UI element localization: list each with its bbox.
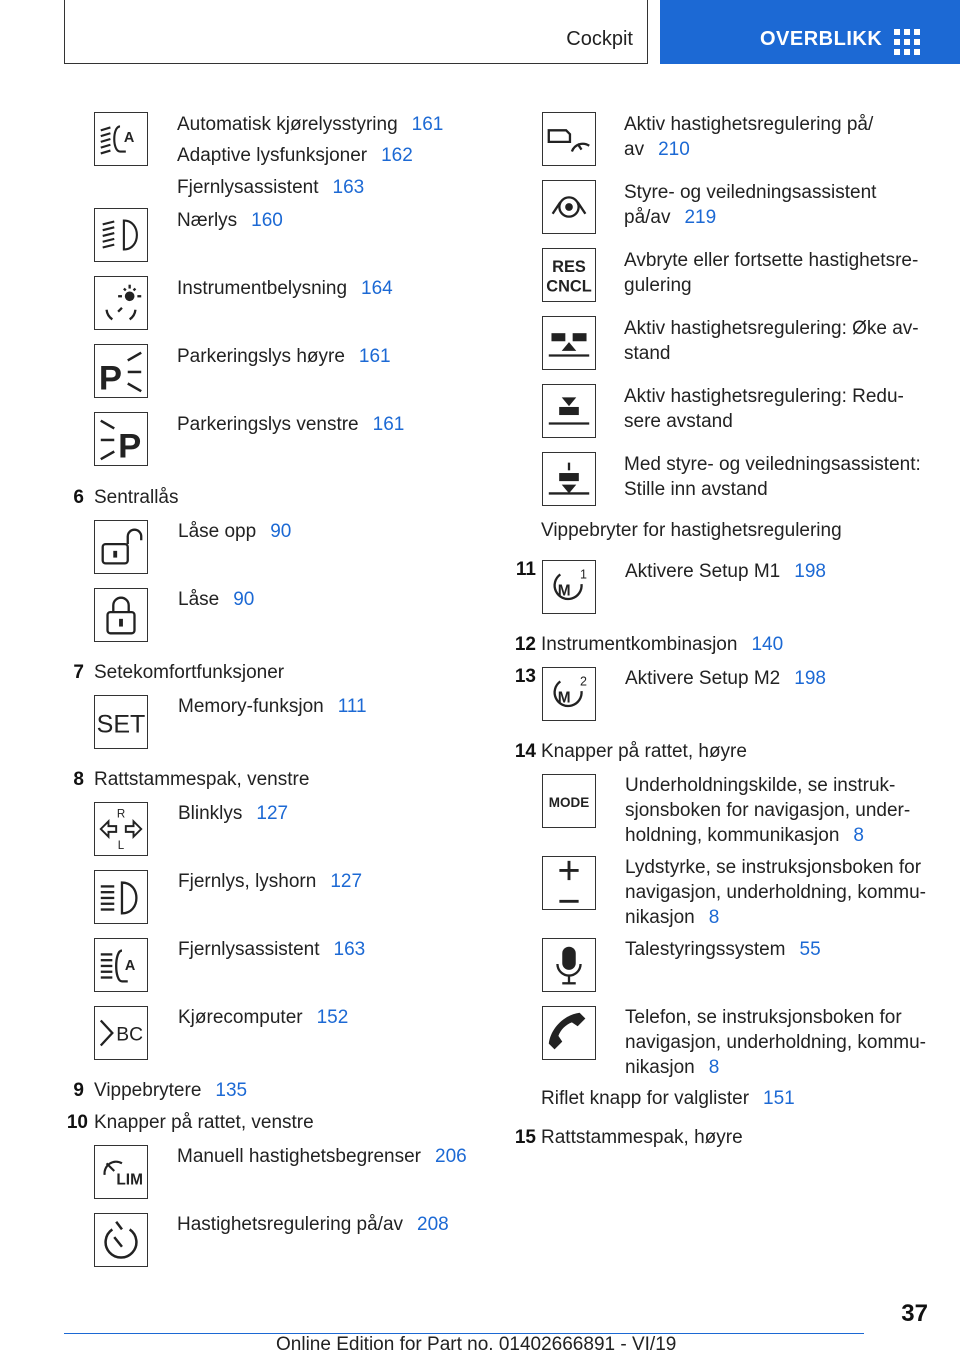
volume-icon	[542, 856, 596, 910]
page-link[interactable]: 127	[330, 871, 363, 892]
list-item: Fjernlysassistent 163	[177, 177, 365, 198]
list-item: Fjernlysassistent 163	[178, 939, 366, 960]
overview-tab-label: OVERBLIKK	[760, 28, 883, 50]
page-link[interactable]: 8	[853, 825, 864, 846]
list-item: Automatisk kjørelysstyring 161	[177, 114, 444, 135]
page-link[interactable]: 198	[794, 668, 826, 689]
svg-text:RES: RES	[552, 258, 586, 277]
overview-tab[interactable]	[660, 0, 960, 64]
section-number: 12	[514, 634, 536, 655]
page-link[interactable]: 90	[233, 589, 255, 610]
list-item: Kjørecomputer 152	[178, 1007, 349, 1028]
low-beam-icon	[94, 208, 148, 262]
svg-text:R: R	[116, 808, 126, 821]
page-number: 37	[901, 1300, 928, 1327]
res-cncl-icon	[542, 248, 596, 302]
setup-m1-icon	[542, 560, 596, 614]
list-item: Låse 90	[178, 589, 255, 610]
list-item: Riflet knapp for valglister 151	[541, 1088, 795, 1109]
svg-text:L: L	[117, 840, 125, 853]
page-link[interactable]: 55	[799, 939, 821, 960]
phone-icon	[542, 1006, 596, 1060]
page-link[interactable]: 151	[763, 1088, 795, 1109]
svg-text:2: 2	[579, 674, 587, 689]
section-number: 11	[515, 559, 536, 580]
steering-assistant-icon	[542, 180, 596, 234]
page-link[interactable]: 164	[361, 278, 393, 299]
list-item: Blinklys 127	[178, 803, 289, 824]
parking-light-left-icon	[94, 412, 148, 466]
list-item: Lydstyrke, se instruksjonsboken for navigasjon, underholdning, kommu- nikasjon 8	[625, 857, 927, 928]
list-item: Låse opp 90	[178, 521, 292, 542]
svg-text:LIM: LIM	[116, 1171, 143, 1189]
unlock-icon	[94, 520, 148, 574]
svg-text:A: A	[123, 129, 135, 146]
list-item: Parkeringslys høyre 161	[177, 346, 391, 367]
speed-limiter-icon	[94, 1145, 148, 1199]
list-item: Nærlys 160	[177, 210, 283, 231]
list-item: Adaptive lysfunksjoner 162	[177, 145, 413, 166]
svg-text:BC: BC	[116, 1024, 144, 1046]
svg-text:SET: SET	[96, 710, 146, 739]
active-cruise-icon	[542, 112, 596, 166]
svg-text:M: M	[557, 582, 571, 600]
page-link[interactable]: 127	[256, 803, 289, 824]
list-item: Aktivere Setup M2 198	[625, 668, 826, 689]
reduce-distance-icon	[542, 384, 596, 438]
high-beam-icon	[94, 870, 148, 924]
section-number: 13	[514, 666, 536, 687]
svg-text:A: A	[124, 957, 136, 974]
section-number: 14	[514, 741, 536, 762]
svg-text:MODE: MODE	[548, 794, 590, 810]
rocker-switch-label: Vippebryter for hastighetsregulering	[541, 520, 842, 541]
section-label: Rattstammespak, høyre	[541, 1127, 743, 1148]
section-number: 8	[73, 769, 84, 790]
list-item: Hastighetsregulering på/av 208	[177, 1214, 449, 1235]
page-link[interactable]: 206	[435, 1146, 467, 1167]
page-link[interactable]: 8	[708, 907, 720, 928]
svg-text:CNCL: CNCL	[546, 277, 592, 296]
list-item: Med styre- og veiledningsassistent: Stille inn avstand	[624, 454, 921, 500]
list-item: Underholdningskilde, se instruk- sjonsboken for navigasjon, under- holdning, kommunikasjon 8	[625, 775, 911, 846]
page-link[interactable]: 152	[316, 1007, 349, 1028]
list-item: Aktivere Setup M1 198	[625, 561, 826, 582]
page-link[interactable]: 111	[337, 696, 367, 717]
svg-text:P: P	[118, 427, 142, 465]
lock-icon	[94, 588, 148, 642]
list-item: Aktiv hastighetsregulering på/ av 210	[624, 114, 874, 160]
section-label: Knapper på rattet, høyre	[541, 741, 747, 762]
grid-icon	[894, 29, 920, 55]
page-link[interactable]: 161	[411, 114, 444, 135]
page-link[interactable]: 135	[215, 1080, 248, 1101]
list-item: Manuell hastighetsbegrenser 206	[177, 1146, 467, 1167]
board-computer-icon	[94, 1006, 148, 1060]
list-item: Parkeringslys venstre 161	[177, 414, 405, 435]
section-label: Sentrallås	[94, 487, 179, 508]
page-link[interactable]: 160	[251, 210, 283, 231]
header-section-box	[64, 0, 648, 64]
page-link[interactable]: 162	[381, 145, 413, 166]
svg-text:M: M	[557, 689, 571, 707]
microphone-icon	[542, 938, 596, 992]
page-link[interactable]: 163	[333, 939, 366, 960]
list-item: Instrumentbelysning 164	[177, 278, 393, 299]
list-item: Fjernlys, lyshorn 127	[178, 871, 363, 892]
header-section-title: Cockpit	[566, 28, 633, 50]
list-item: Memory-funksjon 111	[178, 696, 367, 717]
page-link[interactable]: 219	[684, 207, 717, 228]
edition-note: Online Edition for Part no. 01402666891 - VI/19	[276, 1334, 677, 1355]
section-label: Setekomfortfunksjoner	[94, 662, 285, 683]
list-item: Aktiv hastighetsregulering: Redu- sere avstand	[624, 386, 904, 432]
list-item: Avbryte eller fortsette hastighetsre- gulering	[624, 250, 919, 296]
section-label: Knapper på rattet, venstre	[94, 1112, 314, 1133]
mode-button-icon	[542, 774, 596, 828]
instrument-lighting-icon	[94, 276, 148, 330]
section-number: 15	[514, 1127, 536, 1148]
cruise-control-icon	[94, 1213, 148, 1267]
increase-distance-icon	[542, 316, 596, 370]
section-number: 9	[73, 1080, 84, 1101]
svg-text:P: P	[98, 359, 122, 397]
list-item: Aktiv hastighetsregulering: Øke av- stand	[624, 318, 919, 364]
page-link[interactable]: 161	[358, 346, 391, 367]
setup-m2-icon	[542, 667, 596, 721]
high-beam-assistant-icon	[94, 938, 148, 992]
page-link[interactable]: 208	[417, 1214, 449, 1235]
page-link[interactable]: 90	[270, 521, 292, 542]
section-label: Rattstammespak, venstre	[94, 769, 310, 790]
parking-light-right-icon	[94, 344, 148, 398]
section-number: 10	[66, 1112, 88, 1133]
section-number: 6	[73, 487, 84, 508]
section-label: Vippebrytere 135	[94, 1080, 248, 1101]
page-link[interactable]: 140	[751, 634, 784, 655]
section-number: 7	[73, 662, 84, 683]
page-link[interactable]: 8	[708, 1057, 720, 1078]
list-item: Talestyringssystem 55	[625, 939, 821, 960]
svg-text:1: 1	[579, 567, 587, 582]
page-link[interactable]: 163	[332, 177, 365, 198]
list-item: Telefon, se instruksjonsboken for navigasjon, underholdning, kommu- nikasjon 8	[625, 1007, 927, 1078]
section-label: Instrumentkombinasjon 140	[541, 634, 784, 655]
set-distance-icon	[542, 452, 596, 506]
list-item: Styre- og veiledningsassistent på/av 219	[624, 182, 877, 228]
turn-signal-icon	[94, 802, 148, 856]
auto-headlight-icon	[94, 112, 148, 166]
set-memory-icon	[94, 695, 148, 749]
page-link[interactable]: 161	[372, 414, 405, 435]
page-link[interactable]: 198	[794, 561, 826, 582]
page-link[interactable]: 210	[658, 139, 690, 160]
